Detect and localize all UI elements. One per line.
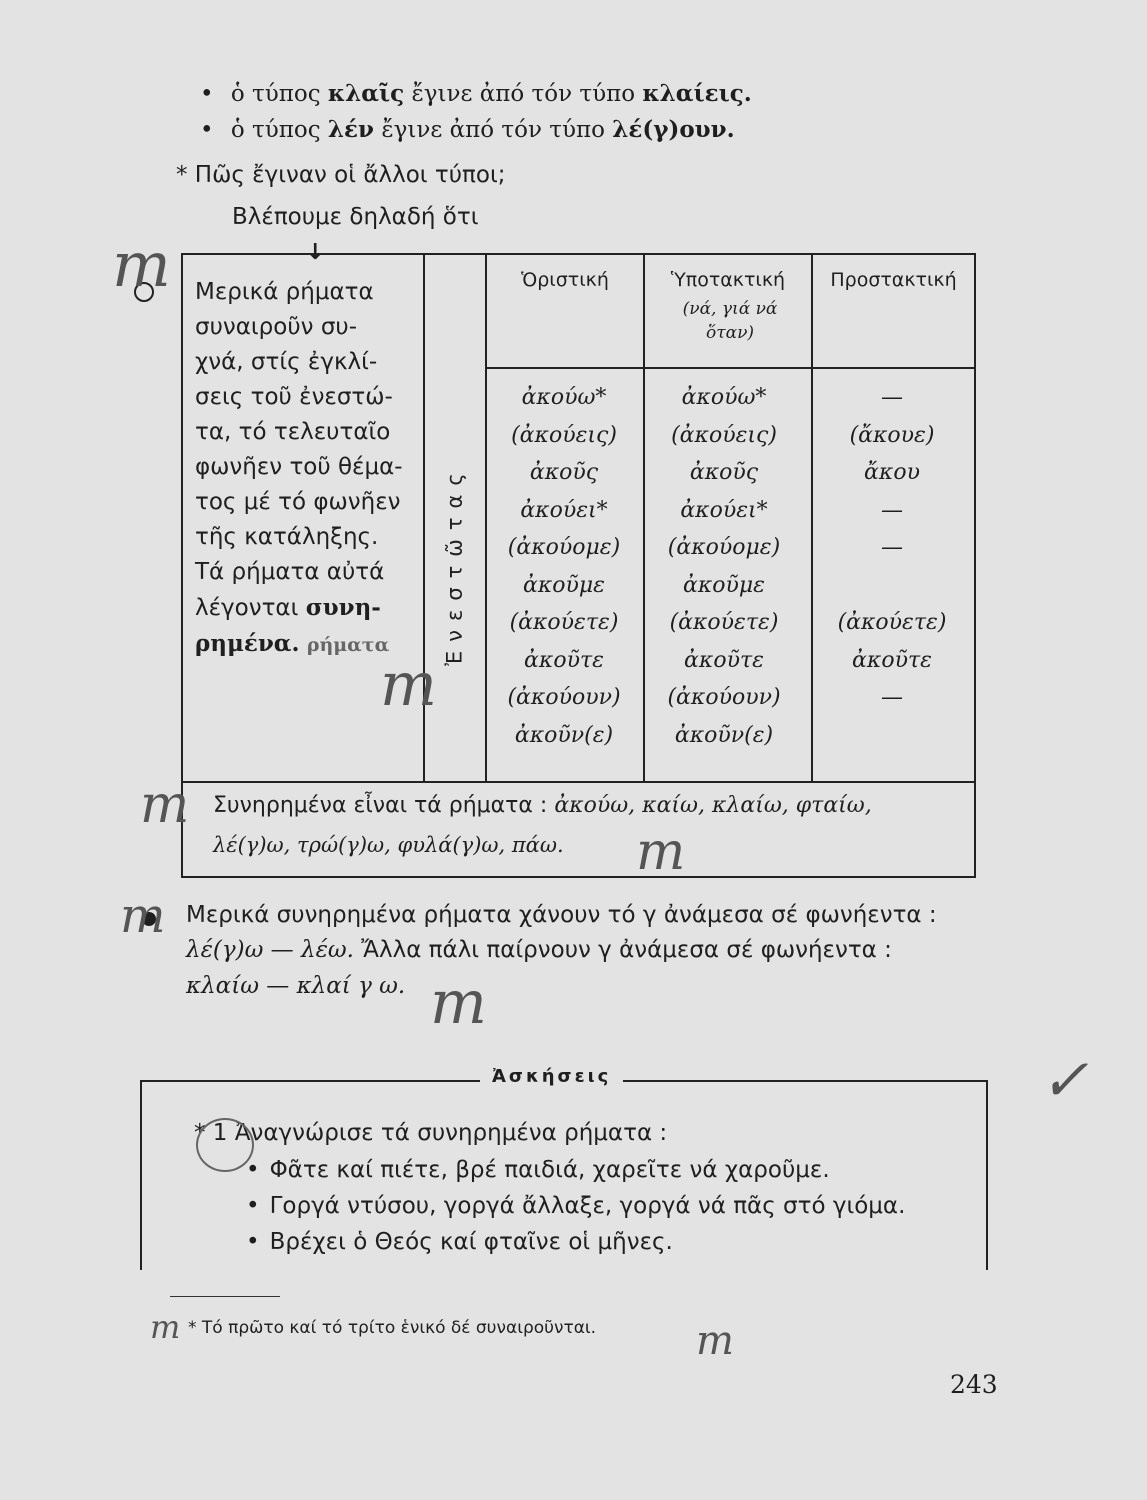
table-cell: ἀκοῦμε: [682, 572, 765, 598]
footnote: * Τό πρῶτο καί τό τρίτο ἑνικό δέ συναιροῦνται.: [188, 1318, 597, 1338]
table-cell: ἀκούει*: [680, 497, 768, 523]
down-arrow-icon: ↓: [306, 240, 325, 265]
table-cell: (ἀκούουν): [507, 685, 621, 710]
header-divider: [485, 367, 976, 369]
divider-tense-indicative: [485, 255, 487, 781]
pencil-mark-icon: m: [430, 968, 487, 1038]
table-cell: ἀκοῦς: [689, 460, 759, 485]
exercise-item: • Γοργά ντύσου, γοργά ἄλλαξε, γοργά νά πᾶς στό γιόμα.: [246, 1193, 905, 1219]
header-indicative: Ὁριστική: [521, 269, 609, 291]
pencil-mark-icon: m: [636, 822, 686, 882]
pencil-mark-icon: m: [112, 228, 171, 301]
table-cell: ἄκου: [864, 460, 920, 485]
note-line-2: λέ(γ)ω — λέω. Ἄλλα πάλι παίρνουν γ ἀνάμεσα σέ φωνήεντα :: [186, 937, 892, 963]
table-cell: —: [881, 535, 903, 560]
divider-indicative-subjunctive: [643, 255, 645, 781]
table-cell: ἀκοῦν(ε): [674, 722, 774, 748]
table-cell: ἀκοῦς: [529, 460, 599, 485]
table-cell: (ἀκούουν): [667, 685, 781, 710]
table-cell: ἀκούει*: [520, 497, 608, 523]
table-cell: (ἀκούομε): [667, 535, 781, 560]
table-cell: (ἀκούετε): [669, 610, 779, 635]
table-cell: —: [881, 497, 903, 523]
header-imperative: Προστακτική: [830, 269, 957, 291]
divider-subjunctive-imperative: [811, 255, 813, 781]
table-cell: —: [881, 385, 903, 410]
table-cell: (ἀκούομε): [507, 535, 621, 560]
rule-line-11: ρημένα. ρήματα: [195, 630, 390, 657]
pencil-mark-icon: m: [696, 1318, 734, 1364]
table-cell: (ἀκούετε): [509, 610, 619, 635]
note-line-3: κλαίω — κλαί γ ω.: [186, 973, 406, 999]
pencil-mark-icon: m: [380, 650, 437, 720]
rule-line-10: λέγονται συνη-: [195, 594, 381, 621]
pencil-mark-icon: m: [120, 888, 166, 944]
pencil-circle-icon: [196, 1118, 254, 1172]
table-cell: ἀκοῦτε: [684, 647, 764, 673]
table-cell: (ἀκούετε): [837, 610, 947, 635]
tense-label: Ἐνεστῶτας: [443, 464, 467, 666]
table-cell: (ἄκουε): [849, 422, 935, 448]
table-cell: ἀκοῦμε: [522, 572, 605, 598]
table-cell: (ἀκούεις): [671, 422, 777, 448]
page-number: 243: [950, 1370, 998, 1399]
footnote-rule: [170, 1296, 280, 1297]
exercise-item: • Βρέχει ὁ Θεός καί φταῖνε οἱ μῆνες.: [246, 1229, 673, 1255]
check-mark-icon: ✓: [1040, 1046, 1089, 1114]
table-cell: ἀκοῦν(ε): [514, 722, 614, 748]
intro-see: Βλέπουμε δηλαδή ὅτι: [232, 204, 479, 230]
exercise-1-prompt: * 1 Ἀναγνώρισε τά συνηρημένα ρήματα :: [194, 1120, 668, 1146]
exercise-item: • Φᾶτε καί πιέτε, βρέ παιδιά, χαρεῖτε νά χαροῦμε.: [246, 1157, 830, 1183]
footer-line-1: Συνηρημένα εἶναι τά ρήματα : ἀκούω, καίω, κλαίω, φταίω,: [213, 793, 872, 818]
intro-line-2: • ὁ τύπος λέν ἔγινε ἀπό τόν τύπο λέ(γ)ουν.: [200, 116, 735, 143]
pencil-mark-icon: m: [140, 775, 190, 835]
exercises-title: Ἀσκήσεις: [480, 1066, 623, 1087]
rule-text: Μερικά ρήματα συναιροῦν συ- χνά, στίς ἐγκλί- σεις τοῦ ἐνεστώ- τα, τό τελευταῖο φωνῆεν τοῦ θέμα- τος μέ τό φωνῆεν τῆς κατάληξης. Τά ρήματα αὐτά λέγονται συνη- ρημένα. ρήματα: [195, 275, 405, 663]
table-cell: ἀκοῦτε: [852, 647, 932, 673]
table-cell: ἀκοῦτε: [524, 647, 604, 673]
note-line-1: Μερικά συνηρημένα ρήματα χάνουν τό γ ἀνάμεσα σέ φωνήεντα :: [186, 902, 937, 928]
table-cell: ἀκούω*: [521, 385, 607, 410]
pencil-mark-icon: m: [150, 1308, 181, 1346]
table-cell: (ἀκούεις): [511, 422, 617, 448]
intro-question: * Πῶς ἔγιναν οἱ ἄλλοι τύποι;: [176, 162, 506, 188]
header-subjunctive: Ὑποτακτική: [670, 269, 786, 291]
header-subjunctive-note: (νά, γιά νά ὅταν): [682, 299, 778, 343]
footer-divider: [183, 781, 974, 783]
intro-line-1: • ὁ τύπος κλαῖς ἔγινε ἀπό τόν τύπο κλαίεις.: [200, 80, 752, 107]
table-cell: —: [881, 685, 903, 710]
conjugation-table: [181, 253, 976, 878]
footer-line-2: λέ(γ)ω, τρώ(γ)ω, φυλά(γ)ω, πάω.: [213, 833, 564, 857]
table-cell: ἀκούω*: [681, 385, 767, 410]
